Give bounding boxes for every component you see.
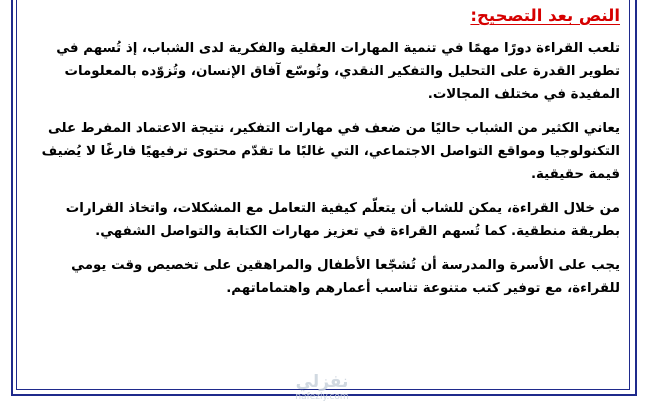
paragraph-3: من خلال القراءة، يمكن للشاب أن يتعلّم كيفية التعامل مع المشكلات، واتخاذ القرارات بطريقة منطقية. كما تُسهم القراءة في تعزيز مهارات الكتابة والتواصل الشفهي. xyxy=(65,201,620,239)
document-title: النص بعد التصحيح: xyxy=(470,6,620,25)
paragraph-4: يجب على الأسرة والمدرسة أن تُشجّعا الأطفال والمراهقين على تخصيص وقت يومي للقراءة، مع توفير كتب متنوعة تناسب أعمارهم واهتماماتهم. xyxy=(71,258,620,296)
paragraph-1: تلعب القراءة دورًا مهمًا في تنمية المهارات العقلية والفكرية لدى الشباب، إذ تُسهم في تطوير القدرة على التحليل والتفكير النقدي، وتُوسّع آفاق الإنسان، وتُزوّده بالمعلومات المفيدة في مختلف المجالات. xyxy=(56,41,620,102)
paragraph-2: يعاني الكثير من الشباب حاليًا من ضعف في مهارات التفكير، نتيجة الاعتماد المفرط على التكنولوجيا ومواقع التواصل الاجتماعي، التي غالبًا ما تقدّم محتوى ترفيهيًا فارغًا لا يُضيف قيمة حقيقية. xyxy=(41,121,620,182)
document-body xyxy=(30,0,620,300)
watermark-logo: نفزلي xyxy=(295,372,349,392)
nafezly-watermark xyxy=(284,372,360,403)
watermark-url: nafezly.com xyxy=(295,392,349,402)
